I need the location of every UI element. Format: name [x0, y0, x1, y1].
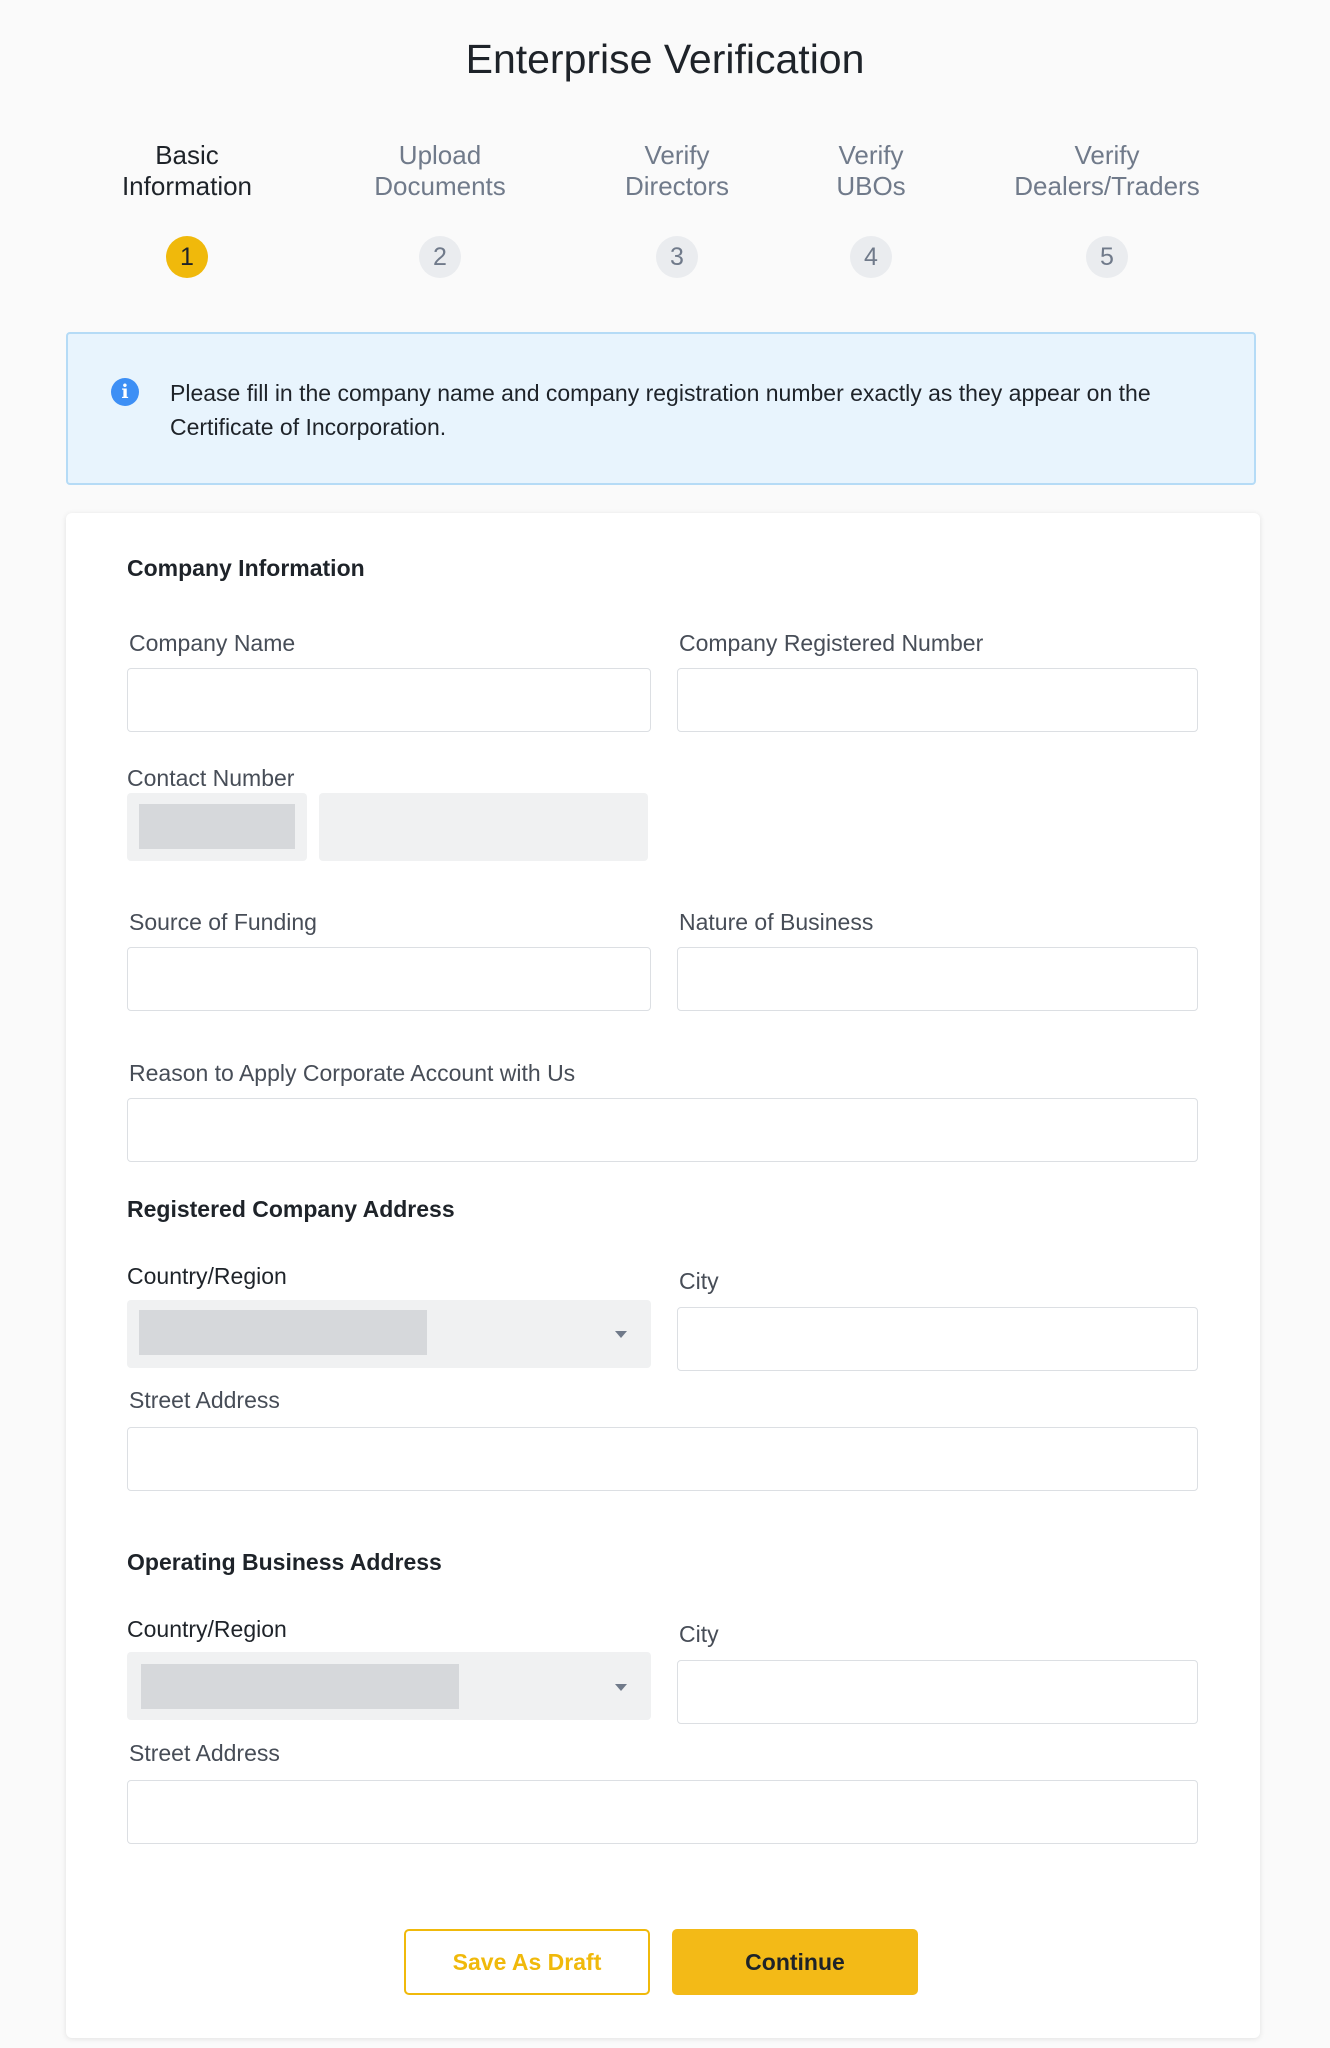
- company-registered-number-input[interactable]: [677, 668, 1198, 732]
- operating-street-input[interactable]: [127, 1780, 1198, 1844]
- registered-country-label: Country/Region: [127, 1263, 287, 1289]
- source-of-funding-input[interactable]: [127, 947, 651, 1011]
- step-4-circle[interactable]: 4: [850, 236, 892, 278]
- operating-country-label: Country/Region: [127, 1616, 287, 1642]
- company-name-input[interactable]: [127, 668, 651, 732]
- section-title-registered-company-address: Registered Company Address: [127, 1196, 455, 1222]
- chevron-down-icon: [615, 1684, 627, 1691]
- registered-city-input[interactable]: [677, 1307, 1198, 1371]
- continue-button[interactable]: Continue: [672, 1929, 918, 1995]
- info-icon: i: [111, 378, 139, 406]
- chevron-down-icon: [615, 1331, 627, 1338]
- step-verify-dealers-traders-label[interactable]: Verify Dealers/Traders: [1014, 140, 1200, 201]
- section-title-company-information: Company Information: [127, 555, 365, 581]
- nature-of-business-input[interactable]: [677, 947, 1198, 1011]
- step-1-circle[interactable]: 1: [166, 236, 208, 278]
- registered-street-label: Street Address: [129, 1387, 280, 1413]
- step-verify-directors-label[interactable]: Verify Directors: [624, 140, 729, 201]
- contact-number-label: Contact Number: [127, 765, 295, 791]
- step-5-circle[interactable]: 5: [1086, 236, 1128, 278]
- operating-country-select[interactable]: [127, 1652, 651, 1720]
- info-banner-text: Please fill in the company name and company registration number exactly as they appear on the Certificate of Incorporation.: [170, 380, 1151, 440]
- registered-country-placeholder: [139, 1310, 427, 1355]
- step-upload-documents-label[interactable]: Upload Documents: [374, 140, 506, 201]
- registered-country-select[interactable]: [127, 1300, 651, 1368]
- reason-label: Reason to Apply Corporate Account with Us: [129, 1060, 576, 1086]
- nature-of-business-label: Nature of Business: [679, 909, 874, 935]
- step-2-circle[interactable]: 2: [419, 236, 461, 278]
- company-registered-number-label: Company Registered Number: [679, 630, 984, 656]
- country-code-placeholder: [139, 804, 295, 849]
- registered-street-input[interactable]: [127, 1427, 1198, 1491]
- registered-city-label: City: [679, 1268, 719, 1294]
- step-basic-information-label[interactable]: Basic Information: [121, 140, 253, 201]
- country-code-select[interactable]: [127, 793, 307, 861]
- operating-street-label: Street Address: [129, 1740, 280, 1766]
- company-name-label: Company Name: [129, 630, 296, 656]
- source-of-funding-label: Source of Funding: [129, 909, 317, 935]
- step-verify-ubos-label[interactable]: Verify UBOs: [836, 140, 906, 201]
- save-as-draft-button[interactable]: Save As Draft: [404, 1929, 650, 1995]
- reason-input[interactable]: [127, 1098, 1198, 1162]
- operating-country-placeholder: [141, 1664, 459, 1709]
- operating-city-label: City: [679, 1621, 719, 1647]
- step-3-circle[interactable]: 3: [656, 236, 698, 278]
- operating-city-input[interactable]: [677, 1660, 1198, 1724]
- section-title-operating-business-address: Operating Business Address: [127, 1549, 442, 1575]
- page-title: Enterprise Verification: [465, 36, 865, 82]
- contact-number-input[interactable]: [319, 793, 648, 861]
